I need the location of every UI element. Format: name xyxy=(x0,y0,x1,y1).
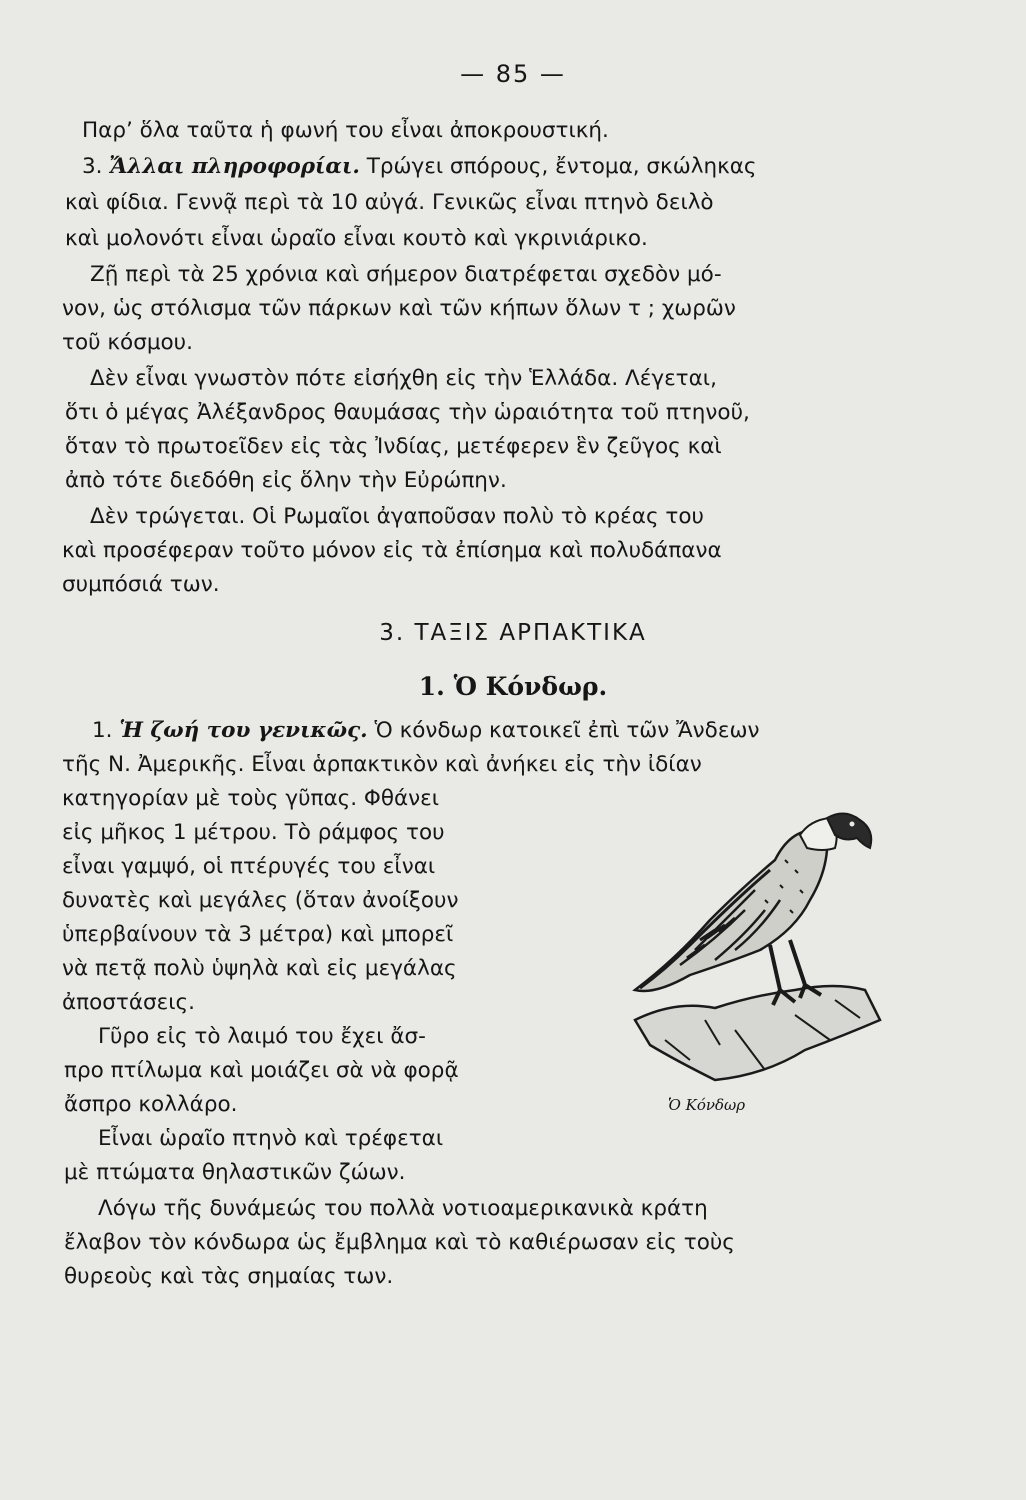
text-line: καὶ φίδια. Γεννᾷ περὶ τὰ 10 αὐγά. Γενικῶς εἶναι πτηνὸ δειλὸ xyxy=(65,190,714,215)
text-line: ἀπὸ τότε διεδόθη εἰς ὅλην τὴν Εὐρώπην. xyxy=(65,468,507,493)
text-fragment: Τρώγει σπόρους, ἔντομα, σκώληκας xyxy=(366,154,757,179)
text-line: μὲ πτώματα θηλαστικῶν ζώων. xyxy=(64,1160,406,1185)
text-line: νὰ πετᾷ πολὺ ὑψηλὰ καὶ εἰς μεγάλας xyxy=(62,956,457,981)
item-number: 1. xyxy=(92,718,113,743)
text-line: ὑπερβαίνουν τὰ 3 μέτρα) καὶ μπορεῖ xyxy=(62,922,454,947)
figure-caption: Ὁ Κόνδωρ xyxy=(668,1096,746,1114)
page-number: — 85 — xyxy=(460,60,566,88)
text-line: Γῦρο εἰς τὸ λαιμό του ἔχει ἄσ- xyxy=(98,1024,426,1049)
text-line: ἔλαβον τὸν κόνδωρα ὡς ἔμβλημα καὶ τὸ καθιέρωσαν εἰς τοὺς xyxy=(64,1230,735,1255)
text-line: ἄσπρο κολλάρο. xyxy=(64,1092,238,1117)
text-line: τοῦ κόσμου. xyxy=(62,330,193,355)
text-line: ὅτι ὁ μέγας Ἀλέξανδρος θαυμάσας τὴν ὡραιότητα τοῦ πτηνοῦ, xyxy=(65,400,750,425)
text-line: εἶναι γαμψό, οἱ πτέρυγές του εἶναι xyxy=(62,854,436,879)
section-heading-life: Ἡ ζωή του γενικῶς. xyxy=(119,718,368,743)
chapter-subtitle: 1. Ὁ Κόνδωρ. xyxy=(418,672,608,701)
text-line: Δὲν εἶναι γνωστὸν πότε εἰσήχθη εἰς τὴν Ἑλλάδα. Λέγεται, xyxy=(90,366,717,391)
text-line: συμπόσιά των. xyxy=(62,572,220,597)
text-line: τῆς Ν. Ἀμερικῆς. Εἶναι ἁρπακτικὸν καὶ ἀνήκει εἰς τὴν ἰδίαν xyxy=(62,752,702,777)
text-line xyxy=(92,716,902,746)
text-line: θυρεοὺς καὶ τὰς σημαίας των. xyxy=(64,1264,394,1289)
condor-illustration xyxy=(595,790,895,1090)
text-line: Λόγω τῆς δυνάμεώς του πολλὰ νοτιοαμερικανικὰ κράτη xyxy=(98,1196,708,1221)
text-line: Εἶναι ὡραῖο πτηνὸ καὶ τρέφεται xyxy=(98,1126,444,1151)
text-line: δυνατὲς καὶ μεγάλες (ὅταν ἀνοίξουν xyxy=(62,888,459,913)
text-line: ὅταν τὸ πρωτοεῖδεν εἰς τὰς Ἰνδίας, μετέφερεν ἓν ζεῦγος καὶ xyxy=(65,434,722,459)
text-line: Παρ’ ὅλα ταῦτα ἡ φωνή του εἶναι ἀποκρουστική. xyxy=(82,118,609,143)
text-line: καὶ προσέφεραν τοῦτο μόνον εἰς τὰ ἐπίσημα καὶ πολυδάπανα xyxy=(62,538,722,563)
text-fragment: Ὁ κόνδωρ κατοικεῖ ἐπὶ τῶν Ἄνδεων xyxy=(374,718,760,743)
text-line: κατηγορίαν μὲ τοὺς γῦπας. Φθάνει xyxy=(62,786,440,811)
section-heading-other-info: Ἄλλαι πληροφορίαι. xyxy=(109,154,360,179)
text-line: καὶ μολονότι εἶναι ὡραῖο εἶναι κουτὸ καὶ γκρινιάρικο. xyxy=(65,226,648,251)
text-line: προ πτίλωμα καὶ μοιάζει σὰ νὰ φορᾷ xyxy=(64,1058,459,1083)
item-number: 3. xyxy=(82,154,103,179)
text-line: Δὲν τρώγεται. Οἱ Ρωμαῖοι ἀγαποῦσαν πολὺ τὸ κρέας του xyxy=(90,504,704,529)
text-line: Ζῇ περὶ τὰ 25 χρόνια καὶ σήμερον διατρέφεται σχεδὸν μό- xyxy=(90,262,722,287)
text-line: νον, ὡς στόλισμα τῶν πάρκων καὶ τῶν κήπων ὅλων τ ; χωρῶν xyxy=(62,296,736,321)
text-line xyxy=(82,152,892,182)
text-line: ἀποστάσεις. xyxy=(62,990,195,1015)
section-title: 3. ΤΑΞΙΣ ΑΡΠΑΚΤΙΚΑ xyxy=(379,620,647,646)
text-line: εἰς μῆκος 1 μέτρου. Τὸ ράμφος του xyxy=(62,820,445,845)
